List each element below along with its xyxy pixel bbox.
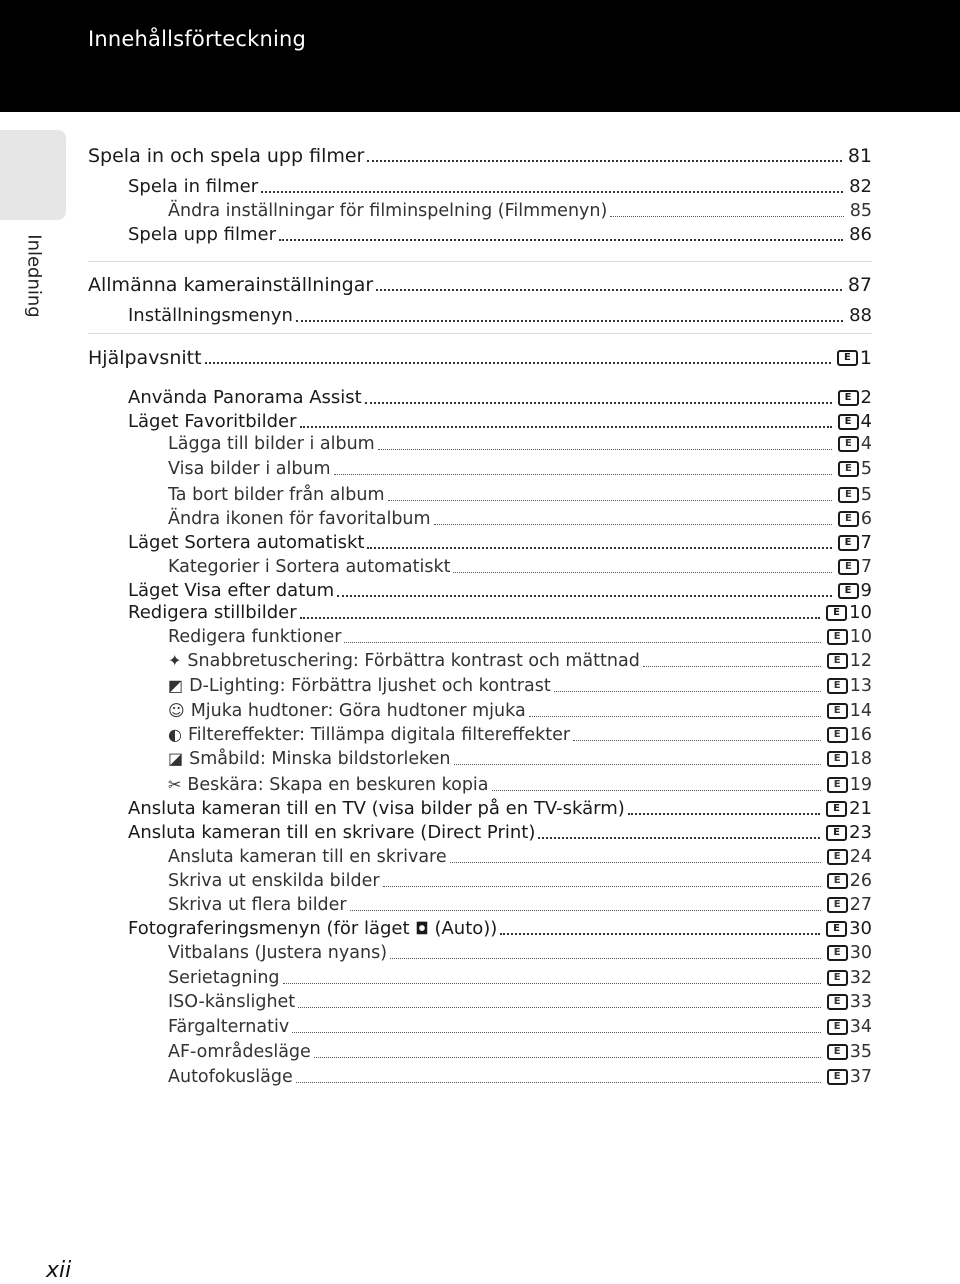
toc-page-number: 12 [849, 651, 872, 671]
dot-leader [610, 216, 843, 217]
toc-entry-text: Skriva ut flera bilder [168, 895, 347, 915]
toc-entry[interactable] [168, 198, 872, 222]
toc-entry-title [168, 200, 607, 222]
toc-page-number: 24 [849, 847, 872, 867]
toc-page-number: 14 [849, 701, 872, 721]
toc-page-number: 33 [849, 992, 872, 1012]
reference-section-icon: E [837, 350, 858, 366]
toc-entry-title [128, 224, 276, 246]
page-number: xii [46, 1258, 72, 1283]
reference-section-icon: E [827, 777, 848, 793]
toc-entry-text: Ansluta kameran till en skrivare [168, 847, 447, 867]
toc-page-ref [838, 433, 872, 455]
dot-leader [279, 239, 843, 241]
toc-entry-title [168, 458, 331, 480]
toc-page-number: 5 [860, 459, 872, 479]
toc-entry-title [168, 1066, 293, 1088]
dot-leader [283, 983, 821, 984]
dot-leader [500, 933, 820, 935]
reference-section-icon: E [827, 727, 848, 743]
toc-page-number: 5 [860, 485, 872, 505]
dot-leader [296, 320, 843, 322]
reference-section-icon: E [827, 653, 848, 669]
toc-entry-text: Redigera stillbilder [128, 602, 297, 623]
reference-section-icon: E [827, 849, 848, 865]
filter-effects-icon: ◐ [168, 725, 182, 744]
toc-page-ref [838, 508, 872, 530]
toc-entry-title [128, 822, 535, 844]
toc-entry-title [168, 556, 450, 578]
dot-leader [573, 740, 821, 741]
dot-leader [365, 402, 832, 404]
toc-entry[interactable] [168, 648, 872, 672]
toc-page-number: 10 [849, 627, 872, 647]
toc-entry-text: Läget Visa efter datum [128, 580, 335, 601]
toc-page-ref [827, 1066, 872, 1088]
reference-section-icon: E [838, 414, 859, 430]
toc-page-number: 37 [849, 1067, 872, 1087]
toc-entry-title [168, 967, 280, 989]
toc-entry[interactable] [168, 868, 872, 892]
small-picture-icon: ◪ [168, 749, 184, 768]
toc-page-ref [827, 991, 872, 1013]
reference-section-icon: E [827, 994, 848, 1010]
reference-section-icon: E [826, 605, 847, 621]
toc-page-number: 6 [860, 509, 872, 529]
toc-page-ref [838, 387, 872, 409]
dot-leader [538, 837, 820, 839]
section-divider [88, 261, 872, 262]
toc-entry-title [168, 991, 295, 1013]
dot-leader [334, 474, 832, 475]
toc-page-number: 34 [849, 1017, 872, 1037]
toc-page-number: 18 [849, 749, 872, 769]
reference-section-icon: E [827, 678, 848, 694]
toc-page-ref [827, 846, 872, 868]
reference-section-icon: E [827, 970, 848, 986]
toc-entry-text: Ansluta kameran till en skrivare (Direct Print) [128, 822, 536, 843]
toc-entry[interactable] [168, 722, 872, 746]
dot-leader [388, 500, 832, 501]
toc-entry-title [168, 846, 447, 868]
toc-page-number: 30 [849, 918, 872, 939]
toc-entry-text: Allmänna kamerainställningar [88, 274, 374, 296]
dot-leader [554, 691, 821, 692]
toc-entry[interactable] [168, 965, 872, 989]
reference-section-icon: E [827, 751, 848, 767]
quick-retouch-icon: ✦ [168, 651, 182, 670]
reference-section-icon: E [827, 945, 848, 961]
toc-entry-title [168, 626, 341, 648]
dot-leader [367, 160, 841, 162]
toc-entry-text: Spela in filmer [128, 176, 259, 197]
toc-page-ref [837, 347, 872, 369]
toc-page-ref [826, 602, 872, 624]
toc-page-number: 9 [860, 580, 872, 601]
toc-entry[interactable] [128, 796, 872, 820]
toc-page-ref [827, 650, 872, 672]
dot-leader [628, 813, 820, 815]
toc-entry-title [128, 798, 625, 820]
toc-entry-text: Ansluta kameran till en TV (visa bilder på en TV-skärm) [128, 798, 625, 819]
toc-page-ref [850, 200, 872, 222]
toc-entry-text: Fotograferingsmenyn (för läget [128, 918, 416, 939]
toc-entry-title [128, 602, 297, 624]
toc-entry[interactable] [128, 385, 872, 409]
toc-entry-text: Lägga till bilder i album [168, 434, 375, 454]
toc-entry-text: Ändra inställningar för filminspelning (Filmmenyn) [168, 201, 608, 221]
toc-page-number: 81 [847, 145, 872, 167]
toc-page-ref [827, 700, 872, 722]
side-tab-label: Inledning [23, 234, 45, 318]
toc-page-ref [838, 411, 872, 433]
toc-entry[interactable] [168, 940, 872, 964]
toc-page-number: 7 [860, 557, 872, 577]
toc-page-ref [826, 798, 872, 820]
toc-page-ref [827, 724, 872, 746]
toc-entry-title [168, 894, 347, 916]
toc-entry-title [168, 433, 375, 455]
toc-entry-text: Använda Panorama Assist [128, 387, 362, 408]
toc-page-number: 30 [849, 943, 872, 963]
dot-leader [376, 289, 842, 291]
side-tab[interactable] [0, 130, 66, 220]
toc-entry[interactable] [128, 222, 872, 246]
toc-entry-text: Autofokusläge [168, 1067, 293, 1087]
toc-entry[interactable] [128, 174, 872, 198]
toc-entry[interactable] [168, 624, 872, 648]
toc-page-number: 2 [860, 387, 872, 408]
toc-entry-title [168, 1016, 289, 1038]
toc-entry-text: Spela in och spela upp filmer [88, 145, 365, 167]
toc-entry[interactable] [128, 409, 872, 433]
toc-entry[interactable] [168, 431, 872, 455]
toc-entry-title [128, 918, 497, 940]
toc-entry[interactable] [168, 989, 872, 1013]
toc-entry[interactable] [88, 143, 872, 167]
reference-section-icon: E [826, 921, 847, 937]
reference-section-icon: E [838, 487, 859, 503]
toc-page-number: 10 [849, 602, 872, 623]
toc-entry[interactable] [168, 456, 872, 480]
reference-section-icon: E [827, 703, 848, 719]
toc-entry-title [128, 305, 293, 327]
toc-entry-title [128, 387, 362, 409]
toc-page-ref [827, 942, 872, 964]
toc-entry-title [168, 748, 451, 770]
toc-page-ref [849, 176, 872, 198]
dot-leader [337, 595, 831, 597]
toc-page-number: 87 [847, 274, 872, 296]
toc-page-number: 86 [849, 224, 872, 245]
camera-icon: ◘ [415, 919, 429, 938]
toc-page-number: 23 [849, 822, 872, 843]
toc-page-number: 4 [860, 434, 872, 454]
toc-page-ref [849, 224, 872, 246]
dot-leader [314, 1057, 821, 1058]
reference-section-icon: E [827, 1069, 848, 1085]
dot-leader [350, 910, 821, 911]
toc-entry-title [168, 1041, 311, 1063]
dot-leader [300, 426, 832, 428]
toc-page-number: 13 [849, 676, 872, 696]
toc-page-number: 21 [849, 798, 872, 819]
toc-entry[interactable] [168, 772, 872, 796]
toc-entry[interactable] [168, 1014, 872, 1038]
toc-entry-text: Redigera funktioner [168, 627, 342, 647]
toc-entry[interactable] [168, 673, 872, 697]
toc-entry-text: Färgalternativ [168, 1017, 290, 1037]
toc-entry-title [168, 700, 526, 722]
toc-entry[interactable] [128, 578, 872, 602]
skin-softening-icon: ☺ [168, 701, 185, 720]
toc-entry-title [168, 508, 431, 530]
toc-entry[interactable] [168, 892, 872, 916]
reference-section-icon: E [827, 873, 848, 889]
toc-page-ref [827, 774, 872, 796]
toc-page-number: 82 [849, 176, 872, 197]
header-bar [0, 0, 960, 112]
dot-leader [367, 547, 831, 549]
toc-entry-title [88, 347, 202, 369]
toc-entry-text: Ändra ikonen för favoritalbum [168, 509, 431, 529]
toc-entry-text: Kategorier i Sortera automatiskt [168, 557, 451, 577]
toc-entry-text: AF-områdesläge [168, 1042, 311, 1062]
toc-entry-title [168, 484, 385, 506]
toc-entry[interactable] [128, 916, 872, 940]
dot-leader [205, 362, 831, 364]
toc-entry-text: Beskära: Skapa en beskuren kopia [187, 775, 489, 795]
reference-section-icon: E [838, 461, 859, 477]
toc-page-number: 7 [860, 532, 872, 553]
toc-entry-title [168, 774, 489, 796]
toc-entry-title [168, 724, 570, 746]
crop-icon: ✂ [168, 775, 182, 794]
reference-section-icon: E [827, 629, 848, 645]
toc-page-ref [827, 894, 872, 916]
toc-page-number: 19 [849, 775, 872, 795]
reference-section-icon: E [838, 583, 859, 599]
toc-entry-text: Skriva ut enskilda bilder [168, 871, 380, 891]
dot-leader [450, 862, 821, 863]
reference-section-icon: E [826, 801, 847, 817]
dot-leader [454, 764, 821, 765]
toc-page-ref [826, 918, 872, 940]
dot-leader [298, 1007, 821, 1008]
dot-leader [261, 191, 843, 193]
toc-entry-title [128, 411, 297, 433]
toc-entry[interactable] [128, 303, 872, 327]
toc-page-ref [838, 458, 872, 480]
dot-leader [296, 1082, 821, 1083]
toc-page-number: 85 [849, 201, 872, 221]
toc-entry-title [168, 942, 387, 964]
reference-section-icon: E [827, 1044, 848, 1060]
toc-entry[interactable] [168, 1039, 872, 1063]
toc-entry[interactable] [168, 844, 872, 868]
toc-page-number: 27 [849, 895, 872, 915]
toc-page-ref [827, 1016, 872, 1038]
toc-page-ref [838, 484, 872, 506]
toc-entry-text: Snabbretuschering: Förbättra kontrast och mättnad [187, 651, 640, 671]
toc-entry-text: D-Lighting: Förbättra ljushet och kontrast [189, 676, 551, 696]
dot-leader [390, 958, 821, 959]
toc-entry-text: Läget Favoritbilder [128, 411, 297, 432]
toc-page-number: 1 [859, 347, 872, 369]
toc-entry-title [168, 650, 640, 672]
toc-entry-title [128, 176, 258, 198]
toc-entry-text: Läget Sortera automatiskt [128, 532, 365, 553]
toc-entry[interactable] [168, 482, 872, 506]
toc-entry-title [88, 274, 373, 296]
reference-section-icon: E [826, 825, 847, 841]
toc-entry-title [128, 580, 334, 602]
toc-page-ref [848, 145, 872, 167]
toc-entry-title [168, 870, 380, 892]
dot-leader [529, 716, 821, 717]
dot-leader [383, 886, 821, 887]
toc-entry-title [128, 532, 364, 554]
dot-leader [453, 572, 831, 573]
toc-entry-text: Ta bort bilder från album [168, 485, 385, 505]
reference-section-icon: E [838, 390, 859, 406]
toc-entry[interactable] [168, 506, 872, 530]
toc-entry-title [88, 145, 364, 167]
toc-page-number: 4 [860, 411, 872, 432]
toc-page-ref [827, 870, 872, 892]
toc-page-ref [838, 532, 872, 554]
toc-entry-text: Vitbalans (Justera nyans) [168, 943, 388, 963]
reference-section-icon: E [838, 535, 859, 551]
toc-entry[interactable] [88, 272, 872, 296]
reference-section-icon: E [838, 559, 859, 575]
dot-leader [643, 666, 821, 667]
toc-entry[interactable] [168, 1064, 872, 1088]
reference-section-icon: E [838, 436, 859, 452]
toc-page-ref [838, 580, 872, 602]
toc-entry-text: Inställningsmenyn [128, 305, 293, 326]
toc-page-ref [827, 967, 872, 989]
toc-page-number: 32 [849, 968, 872, 988]
dot-leader [434, 524, 832, 525]
toc-entry-text: Hjälpavsnitt [88, 347, 202, 369]
toc-entry-text: Småbild: Minska bildstorleken [189, 749, 451, 769]
toc-entry-text: Visa bilder i album [168, 459, 331, 479]
toc-page-ref [827, 748, 872, 770]
dot-leader [378, 449, 832, 450]
dot-leader [300, 617, 820, 619]
toc-page-ref [827, 1041, 872, 1063]
toc-entry[interactable] [88, 345, 872, 369]
toc-page-ref [827, 626, 872, 648]
reference-section-icon: E [827, 897, 848, 913]
toc-page-number: 16 [849, 725, 872, 745]
toc-page-number: 88 [849, 305, 872, 326]
reference-section-icon: E [827, 1019, 848, 1035]
toc-entry-text: Serietagning [168, 968, 280, 988]
toc-entry[interactable] [128, 820, 872, 844]
toc-entry[interactable] [168, 698, 872, 722]
toc-page-ref [826, 822, 872, 844]
toc-page-number: 35 [849, 1042, 872, 1062]
toc-entry-text: Mjuka hudtoner: Göra hudtoner mjuka [190, 701, 526, 721]
toc-page-ref [827, 675, 872, 697]
toc-entry[interactable] [128, 530, 872, 554]
toc-entry-title [168, 675, 551, 697]
toc-entry[interactable] [168, 746, 872, 770]
toc-entry-text: Spela upp filmer [128, 224, 277, 245]
toc-page-ref [849, 305, 872, 327]
toc-entry[interactable] [168, 554, 872, 578]
toc-entry[interactable] [128, 600, 872, 624]
toc-page-ref [838, 556, 872, 578]
toc-page-ref [848, 274, 872, 296]
toc-entry-text: Filtereffekter: Tillämpa digitala filtereffekter [187, 725, 571, 745]
reference-section-icon: E [838, 511, 859, 527]
toc-entry-text-after: (Auto)) [428, 918, 498, 939]
d-lighting-icon: ◩ [168, 676, 184, 695]
page-title: Innehållsförteckning [88, 27, 307, 51]
dot-leader [292, 1032, 821, 1033]
dot-leader [492, 790, 821, 791]
section-divider [88, 333, 872, 334]
dot-leader [344, 642, 820, 643]
toc-page-number: 26 [849, 871, 872, 891]
toc-entry-text: ISO-känslighet [168, 992, 296, 1012]
